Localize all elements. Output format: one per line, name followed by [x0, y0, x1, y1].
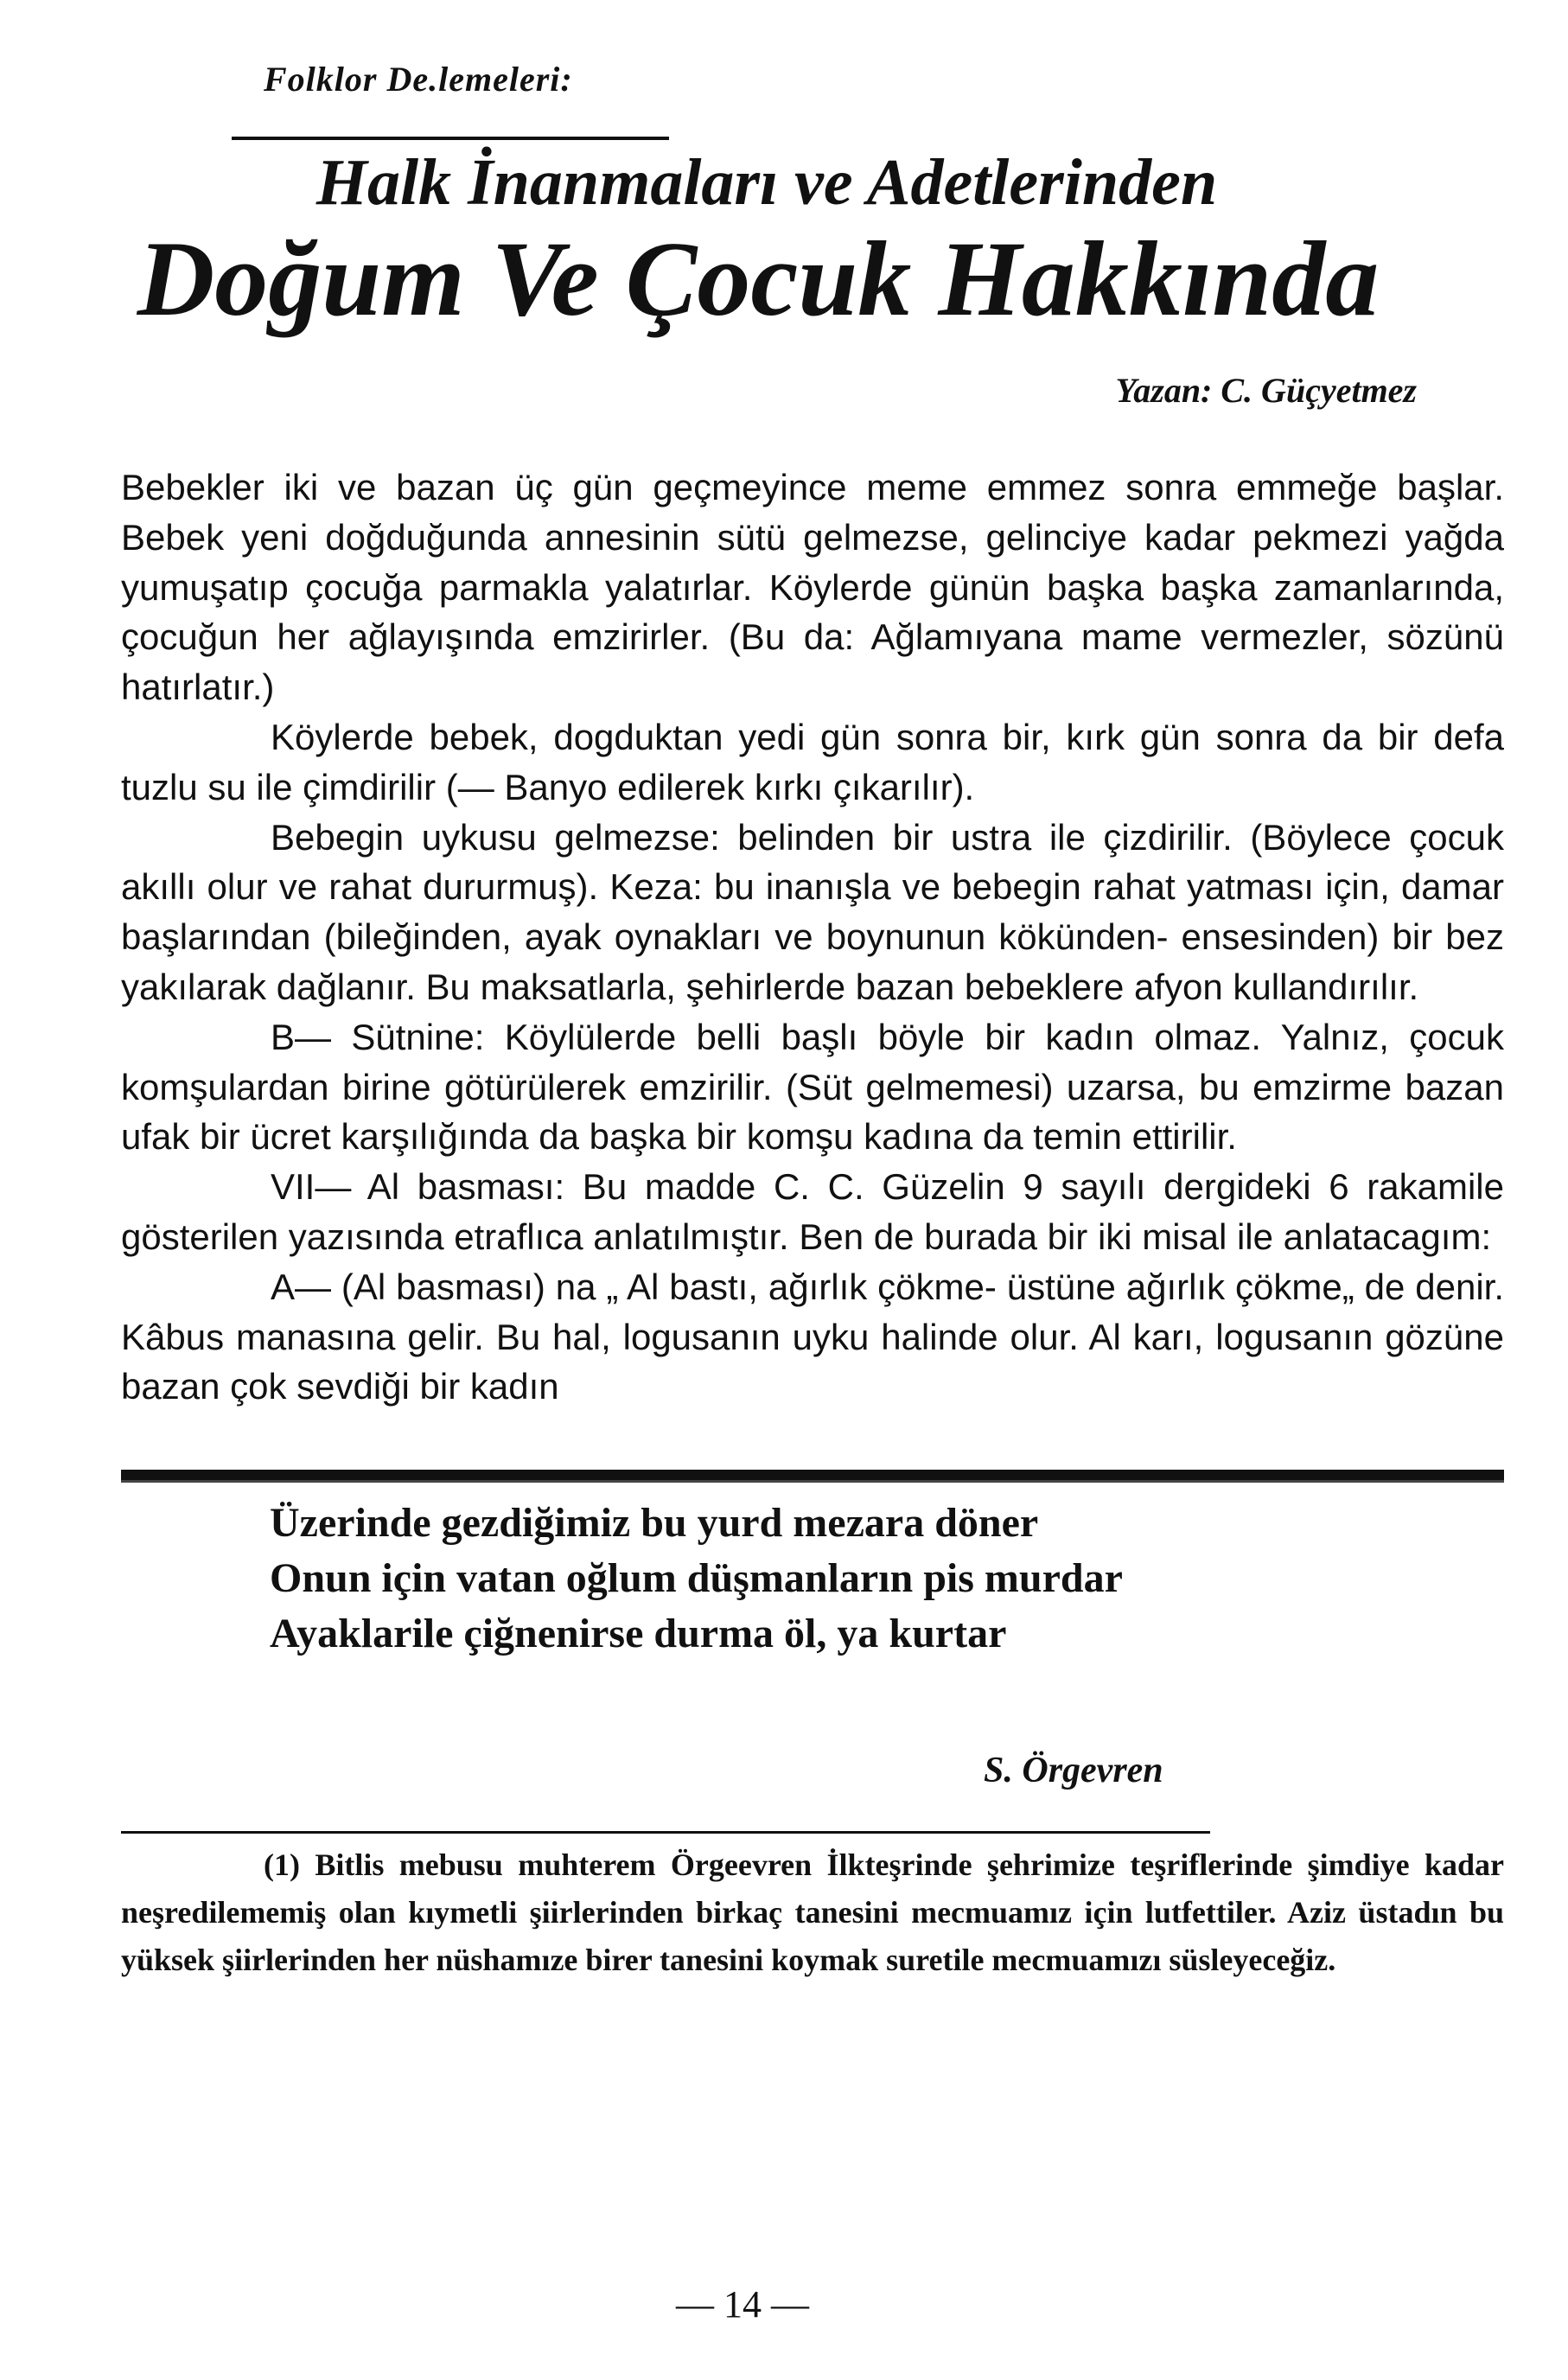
poem-block [270, 1496, 1123, 1662]
body-paragraph: Köylerde bebek, dogduktan yedi gün sonra bir, kırk gün sonra da bir defa tuzlu su ile çimdirilir (— Banyo edilerek kırkı çıkarılır). [121, 716, 1504, 807]
article-subtitle: Halk İnanmaları ve Adetlerinden [316, 146, 1218, 219]
section-label: Folklor De.lemeleri: [264, 60, 573, 99]
body-paragraph: VII— Al basması: Bu madde C. C. Güzelin 9 sayılı dergideki 6 rakamile gösterilen yazısında etraflıca anlatılmıştır. Ben de burada bir iki misal ile anlatacagım: [121, 1166, 1504, 1257]
page-number: — 14 — [676, 2283, 809, 2326]
poem-line: Onun için vatan oğlum düşmanların pis murdar [270, 1555, 1123, 1601]
section-divider [121, 1470, 1504, 1483]
poem-author: S. Örgevren [984, 1751, 1163, 1790]
article-body [121, 463, 1504, 1412]
poem-line: Üzerinde gezdiğimiz bu yurd mezara döner [270, 1500, 1039, 1546]
body-paragraph: Bebekler iki ve bazan üç gün geçmeyince meme emmez sonra emmeğe başlar. Bebek yeni doğduğunda annesinin sütü gelmezse, gelinciye kadar pekmezi yağda yumuşatıp çocuğa parmakla yalatırlar. Köylerde günün başka başka zamanlarında, çocuğun her ağlayışında emzirirler. (Bu da: Ağlamıyana mame vermezler, sözünü hatırlatır.) [121, 467, 1504, 708]
header-rule [232, 137, 669, 140]
article-byline: Yazan: C. Güçyetmez [1115, 371, 1417, 410]
body-paragraph: A— (Al basması) na „ Al bastı, ağırlık çökme- üstüne ağırlık çökme„ de denir. Kâbus manasına gelir. Bu hal, logusanın uyku halinde olur. Al karı, logusanın gözüne bazan çok sevdiği bir kadın [121, 1266, 1504, 1407]
footnote-rule [121, 1831, 1210, 1834]
body-paragraph: B— Sütnine: Köylülerde belli başlı böyle bir kadın olmaz. Yalnız, çocuk komşulardan birine götürülerek emzirilir. (Süt gelmemesi) uzarsa, bu emzirme bazan ufak bir ücret karşılığında da başka bir komşu kadına da temin ettirilir. [121, 1016, 1504, 1158]
article-title: Doğum Ve Çocuk Hakkında [137, 220, 1380, 338]
footnote [121, 1841, 1504, 1984]
poem-line: Ayaklarile çiğnenirse durma öl, ya kurtar [270, 1611, 1007, 1656]
body-paragraph: Bebegin uykusu gelmezse: belinden bir ustra ile çizdirilir. (Böylece çocuk akıllı olur ve rahat dururmuş). Keza: bu inanışla ve bebegin rahat yatması için, damar başlarından (bileğinden, ayak oynakları ve boynunun kökünden- ensesinden) bir bez yakılarak dağlanır. Bu maksatlarla, şehirlerde bazan bebeklere afyon kullandırılır. [121, 816, 1504, 1007]
footnote-text: (1) Bitlis mebusu muhterem Örgeevren İlkteşrinde şehrimize teşriflerinde şimdiye kadar neşredilememiş olan kıymetli şiirlerinden birkaç tanesini mecmuamız için lutfettiler. Aziz üstadın bu yüksek şiirlerinden her nüshamıze birer tanesini koymak suretile mecmuamızı süsleyeceğiz. [121, 1847, 1504, 1977]
